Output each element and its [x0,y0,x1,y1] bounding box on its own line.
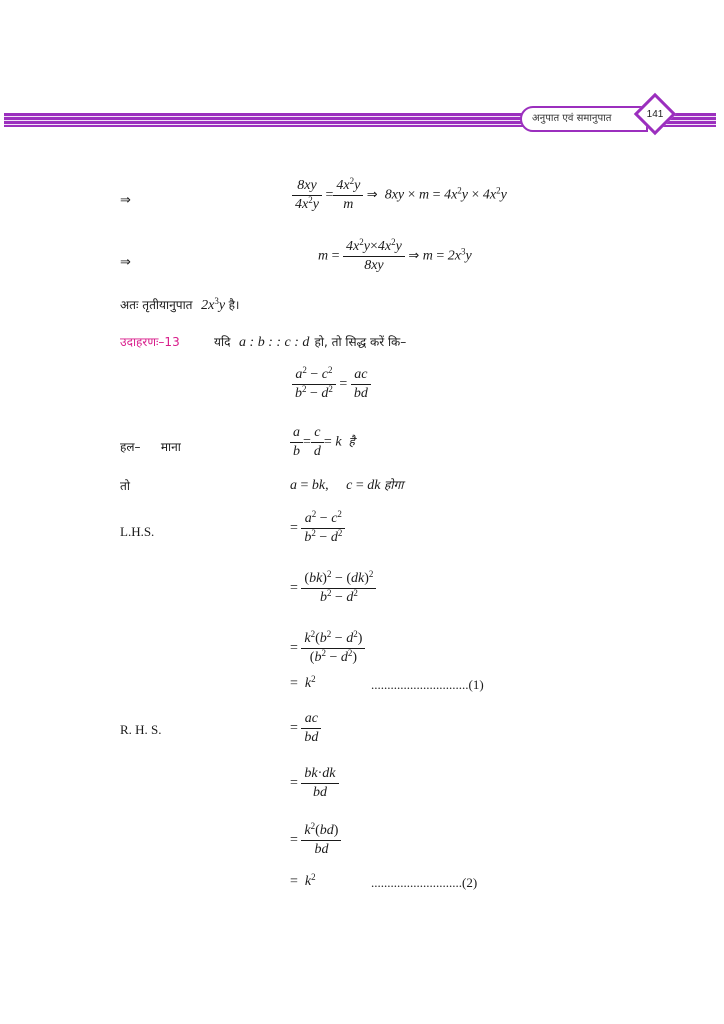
suppose-equation: $\frac{a}{b}$ = $\frac{c}{d}$ = k है [290,424,355,461]
equation-tag-2: ............................(2) [371,875,478,890]
rhs-label: R. H. S. [120,722,162,737]
rhs-step-3: = $\frac{k^2(bd)}{bd}$ [290,822,341,859]
equation-tag-1: ..............................(1) [371,677,484,692]
lhs-step-3: = $\frac{k^2(b^2 - d^2)}{(b^2 - d^2)}$ [290,630,365,667]
equation-line-1: $\frac{8xy}{4x^2y}$ = $\frac{4x^2y}{m}$ ⇒ $8xy \times m = 4x^2y \times 4x^2y$ [292,177,507,214]
lhs-step-1: = $\frac{a^2 - c^2}{b^2 - d^2}$ [290,510,345,547]
lhs-label: L.H.S. [120,524,155,539]
equation-line-2: m = $\frac{4x^2y\times 4x^2y}{8xy}$ ⇒ $m = 2x^3y$ [318,237,472,273]
then-label: तो [120,479,130,493]
implies-symbol: ⇒ [120,193,131,208]
rhs-step-1: = $\frac{ac}{bd}$ [290,710,321,747]
rhs-result: = $k^2$ [290,872,316,889]
page-number: 141 [646,109,664,120]
lhs-step-2: = $\frac{(bk)^2 - (dk)^2}{b^2 - d^2}$ [290,570,376,607]
solution-label-line: हल– माना [120,440,181,454]
chapter-title: अनुपात एवं समानुपात [532,113,612,124]
substitution-line: a = bk, c = dk होगा [290,478,404,493]
example-label: उदाहरणः–13 [120,335,180,349]
implies-symbol: ⇒ [120,255,131,270]
rhs-step-2: = $\frac{bk\cdot dk}{bd}$ [290,765,339,802]
conclusion-line: अतः तृतीयानुपात $2x^3y$ है। [120,296,240,313]
to-prove-equation: $\frac{a^2 - c^2}{b^2 - d^2}$ = $\frac{ac}{bd}$ [292,366,371,403]
lhs-result: = $k^2$ [290,674,316,691]
example-statement: यदि a : b : : c : d हो, तो सिद्ध करें कि– [214,335,407,350]
